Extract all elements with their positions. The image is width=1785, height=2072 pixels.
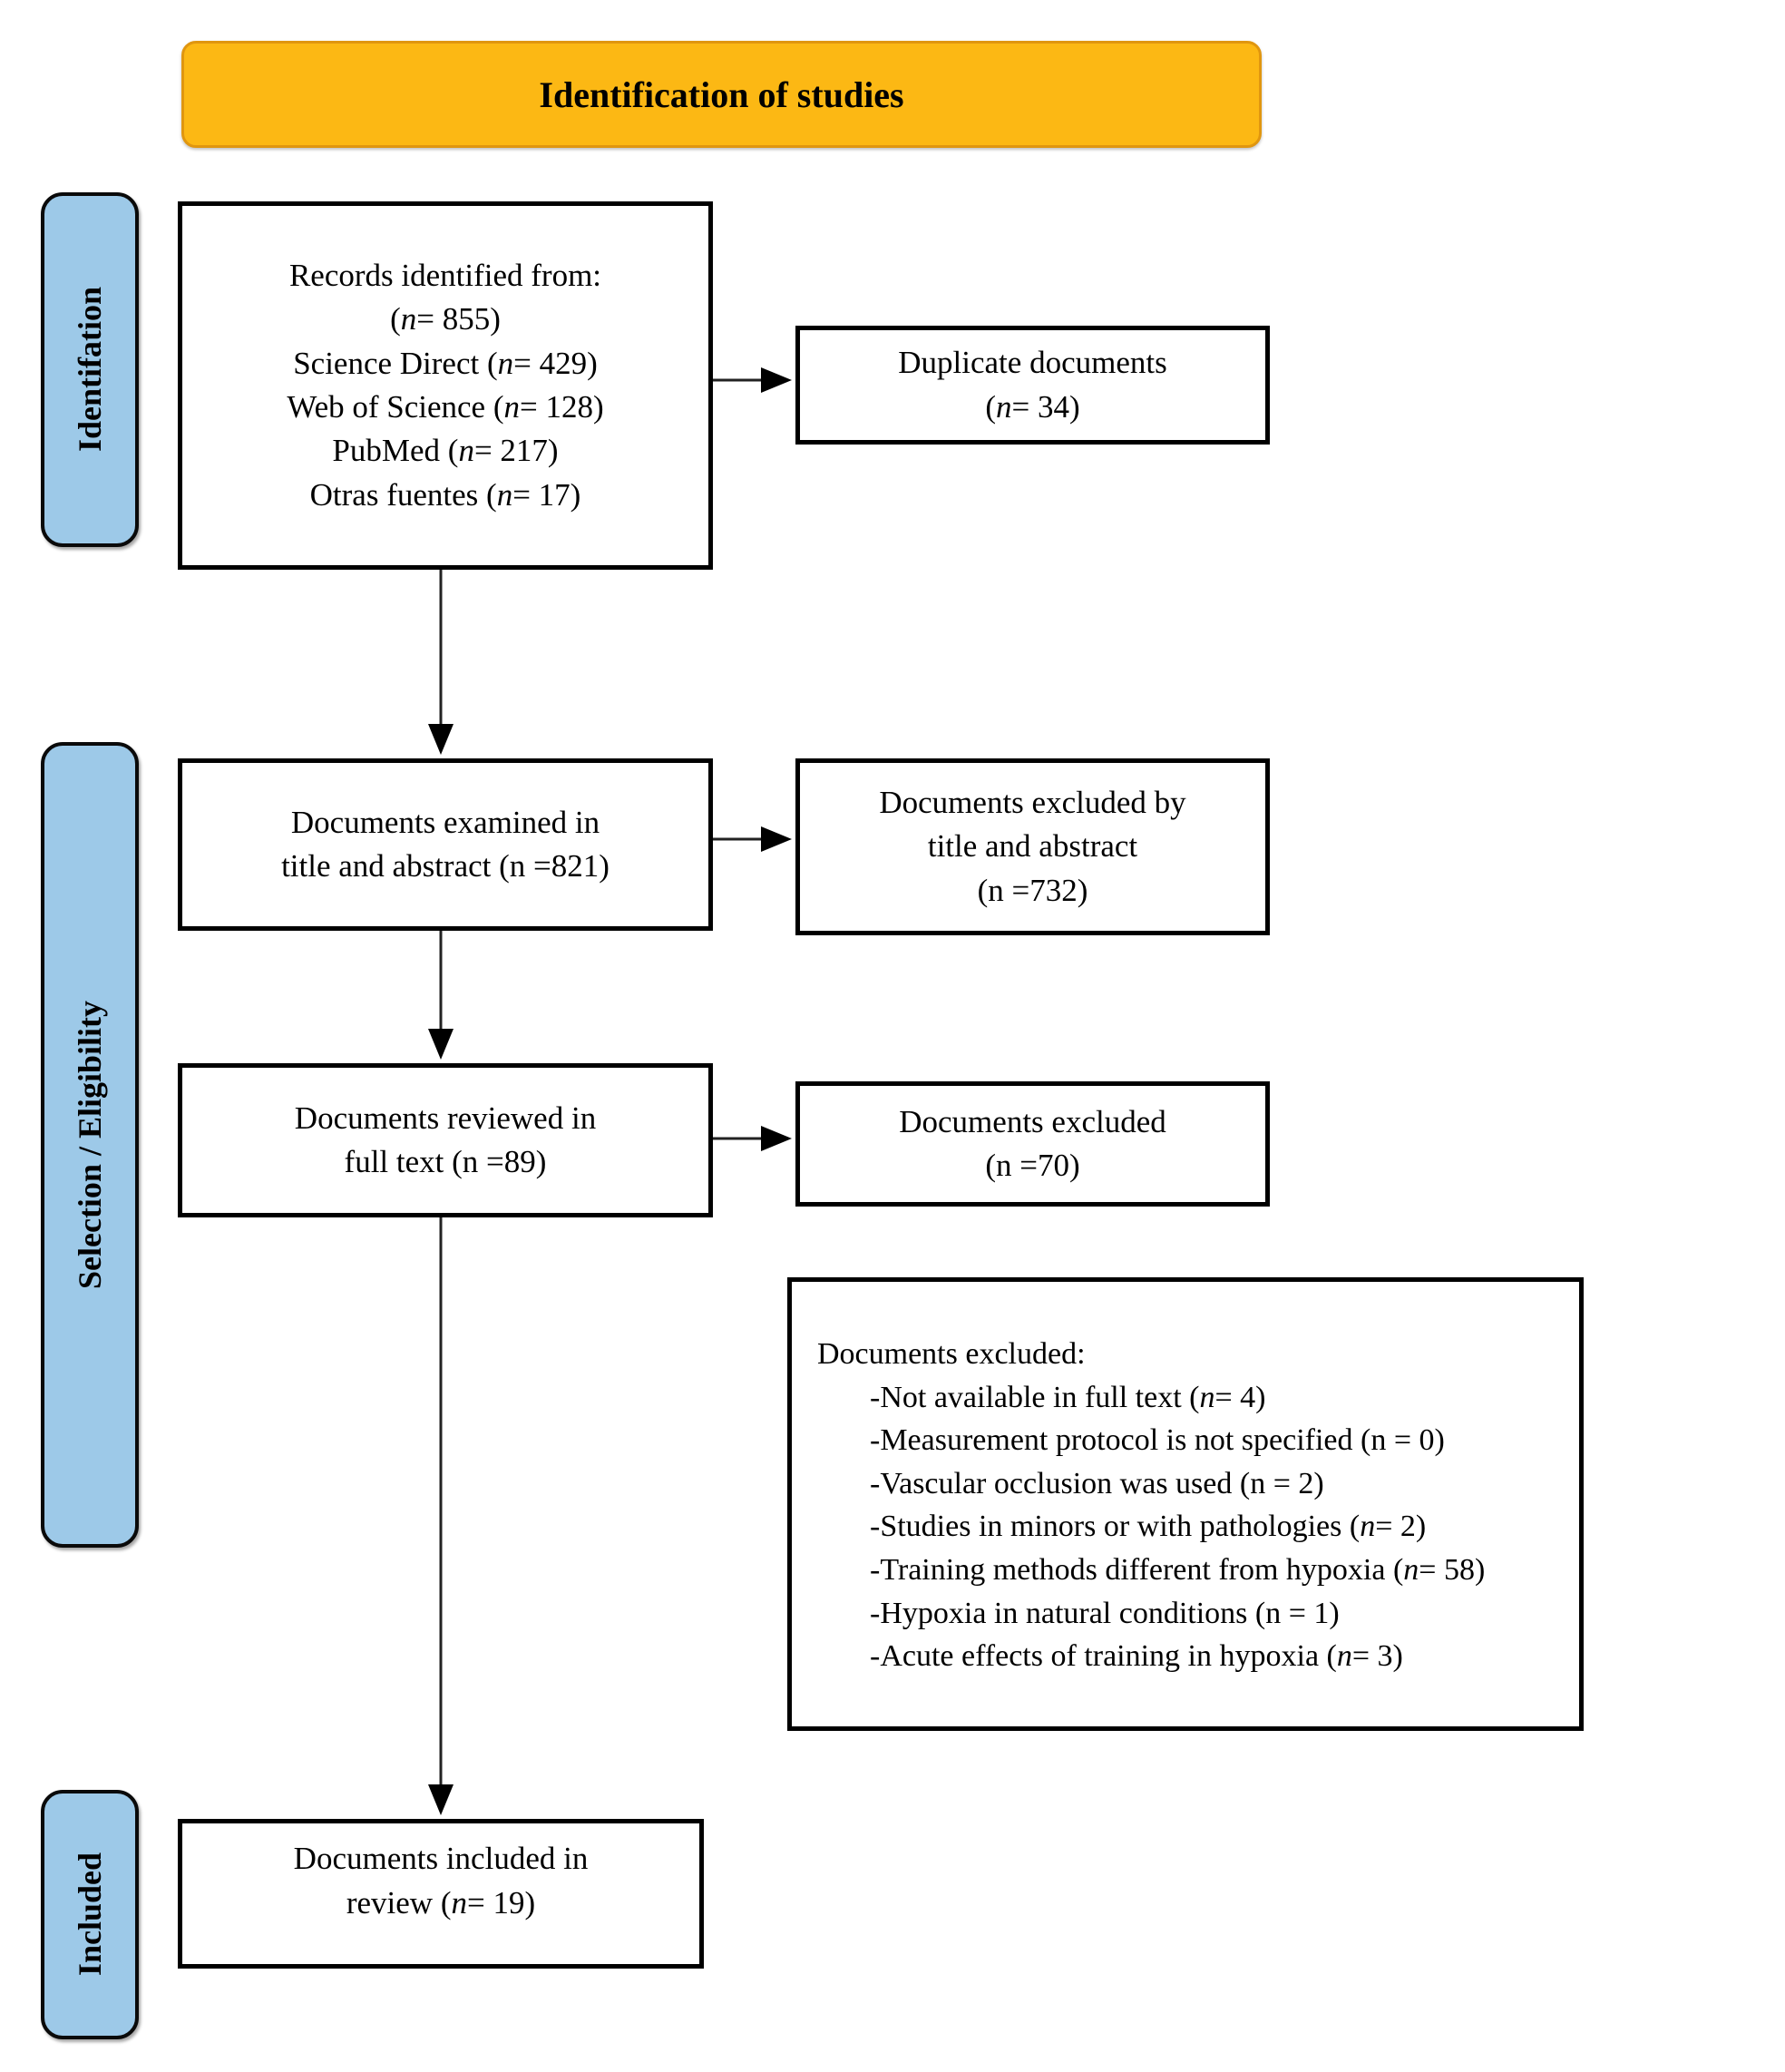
records-source-pubmed: PubMed (n= 217) bbox=[332, 433, 559, 469]
excluded-fulltext-line: Documents excluded bbox=[899, 1103, 1166, 1139]
stage-label-included-text: Included bbox=[72, 1852, 108, 1977]
duplicates-count: (n= 34) bbox=[985, 388, 1080, 425]
exclusion-reasons-box bbox=[787, 1277, 1584, 1731]
excluded-title-count: (n =732) bbox=[977, 872, 1088, 908]
examined-count: title and abstract (n =821) bbox=[281, 848, 610, 884]
exclusion-reasons-title: Documents excluded: bbox=[817, 1337, 1086, 1371]
stage-label-identification bbox=[41, 192, 139, 547]
exclusion-reason: -Hypoxia in natural conditions (n = 1) bbox=[870, 1596, 1340, 1630]
reviewed-count: full text (n =89) bbox=[344, 1144, 547, 1179]
exclusion-reason: -Vascular occlusion was used (n = 2) bbox=[870, 1466, 1324, 1500]
exclusion-reason: -Measurement protocol is not specified (n = 0) bbox=[870, 1423, 1445, 1458]
documents-reviewed-box bbox=[178, 1063, 713, 1217]
diagram-title-banner bbox=[181, 41, 1262, 148]
excluded-title-line: Documents excluded by bbox=[879, 785, 1186, 821]
stage-label-selection-eligibility bbox=[41, 742, 139, 1548]
diagram-title: Identification of studies bbox=[539, 73, 904, 115]
records-source-other: Otras fuentes (n= 17) bbox=[309, 476, 581, 513]
excluded-title-line2: title and abstract bbox=[927, 828, 1138, 865]
documents-examined-box bbox=[178, 758, 713, 931]
included-count: review (n= 19) bbox=[346, 1884, 536, 1921]
records-line: Records identified from: bbox=[288, 258, 602, 294]
stage-label-identification-text: Identifation bbox=[72, 287, 108, 453]
examined-line: Documents examined in bbox=[290, 804, 600, 840]
excluded-by-title-abstract-box bbox=[795, 758, 1270, 935]
records-source-web-of-science: Web of Science (n= 128) bbox=[287, 389, 604, 425]
documents-included-box bbox=[178, 1819, 704, 1969]
excluded-fulltext-count: (n =70) bbox=[985, 1148, 1080, 1183]
documents-excluded-box bbox=[795, 1081, 1270, 1207]
included-line: Documents included in bbox=[293, 1841, 589, 1877]
exclusion-reason: -Acute effects of training in hypoxia (n= 3) bbox=[870, 1639, 1403, 1674]
exclusion-reason: -Training methods different from hypoxia (n= 58) bbox=[870, 1552, 1486, 1587]
exclusion-reason: -Studies in minors or with pathologies (n= 2) bbox=[870, 1510, 1427, 1544]
duplicate-documents-box bbox=[795, 326, 1270, 445]
records-source-science-direct: Science Direct (n= 429) bbox=[293, 345, 598, 381]
stage-label-selection-eligibility-text: Selection / Eligibility bbox=[72, 1000, 108, 1289]
duplicates-line: Duplicate documents bbox=[898, 345, 1167, 381]
reviewed-line: Documents reviewed in bbox=[294, 1100, 597, 1136]
stage-label-included bbox=[41, 1790, 139, 2039]
records-identified-box bbox=[178, 201, 713, 570]
exclusion-reason: -Not available in full text (n= 4) bbox=[870, 1380, 1266, 1414]
records-total-count: (n= 855) bbox=[390, 301, 501, 337]
